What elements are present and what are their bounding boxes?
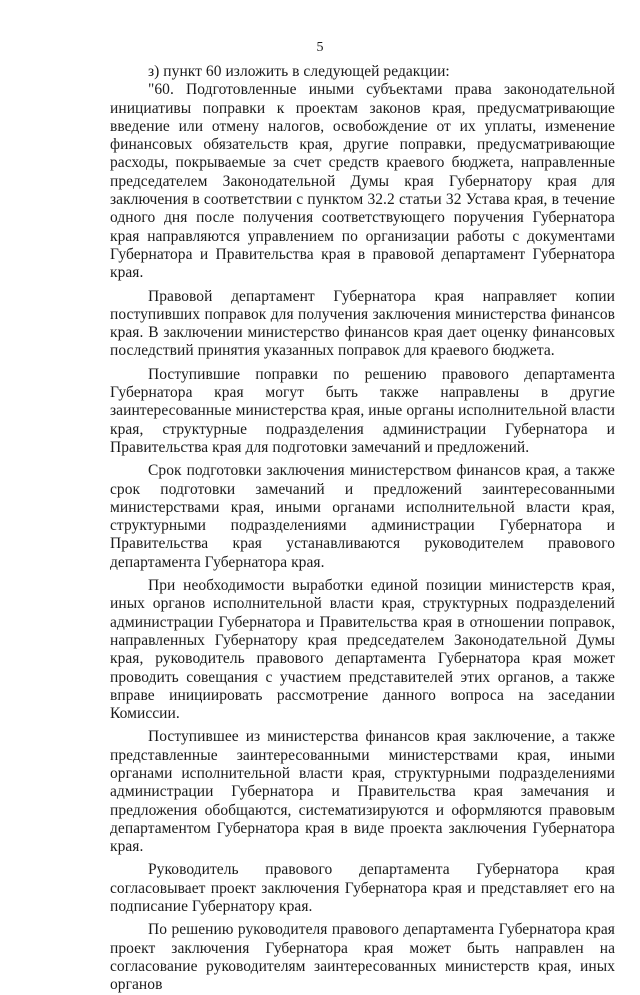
paragraph-legal-department: Правовой департамент Губернатора края направляет копии поступивших поправок для получения заключения министерства финансов края. В заключении министерство финансов края дает оценку финансовых последствий принятия указанных поправок для краевого бюджета. <box>110 287 615 360</box>
paragraph-60-intro: "60. Подготовленные иными субъектами права законодательной инициативы поправки к проектам законов края, предусматривающие введение или отмену налогов, освобождение от их уплаты, изменение финансовых обязательств края, другие поправки, предусматривающие расходы, покрываемые за счет средств краевого бюджета, направленные председателем Законодательной Думы края Губернатору края для заключения в соответствии с пунктом 32.2 статьи 32 Устава края, в течение одного дня после получения соответствующего поручения Губернатора края направляются управлением по организации работы с документами Губернатора и Правительства края в правовой департамент Губернатора края. <box>110 81 615 282</box>
document-body <box>110 63 615 995</box>
paragraph-coordination: По решению руководителя правового департамента Губернатора края проект заключения Губернатора края может быть направлен на согласование руководителям заинтересованных министерств края, иных органов <box>110 921 615 994</box>
paragraph-amendment-intro: з) пункт 60 изложить в следующей редакции: <box>148 63 450 80</box>
paragraph-deadline: Срок подготовки заключения министерством финансов края, а также срок подготовки замечаний и предложений заинтересованными министерствами края, иными органами исполнительной власти края, структурными подразделениями администрации Губернатора и Правительства края устанавливаются руководителем правового департамента Губернатора края. <box>110 462 615 571</box>
paragraph-received-amendments: Поступившие поправки по решению правового департамента Губернатора края могут быть также направлены в другие заинтересованные министерства края, иные органы исполнительной власти края, структурные подразделения администрации Губернатора и Правительства края для подготовки замечаний и предложений. <box>110 365 615 456</box>
paragraph-unified-position: При необходимости выработки единой позиции министерств края, иных органов исполнительной власти края, структурных подразделений администрации Губернатора и Правительства края в отношении поправок, направленных Губернатору края председателем Законодательной Думы края, руководитель правового департамента Губернатора края может проводить совещания с участием представителей этих органов, а также вправе инициировать рассмотрение данного вопроса на заседании Комиссии. <box>110 577 615 723</box>
paragraph-conclusion: Поступившее из министерства финансов края заключение, а также представленные заинтересованными министерствами края, иными органами исполнительной власти края, структурными подразделениями администрации Губернатора и Правительства края замечания и предложения обобщаются, систематизируются и оформляются правовым департаментом Губернатора края в виде проекта заключения Губернатора края. <box>110 728 615 856</box>
page-number: 5 <box>316 40 324 55</box>
paragraph-head-approval: Руководитель правового департамента Губернатора края согласовывает проект заключения Губернатора края и представляет его на подписание Губернатору края. <box>110 861 615 916</box>
